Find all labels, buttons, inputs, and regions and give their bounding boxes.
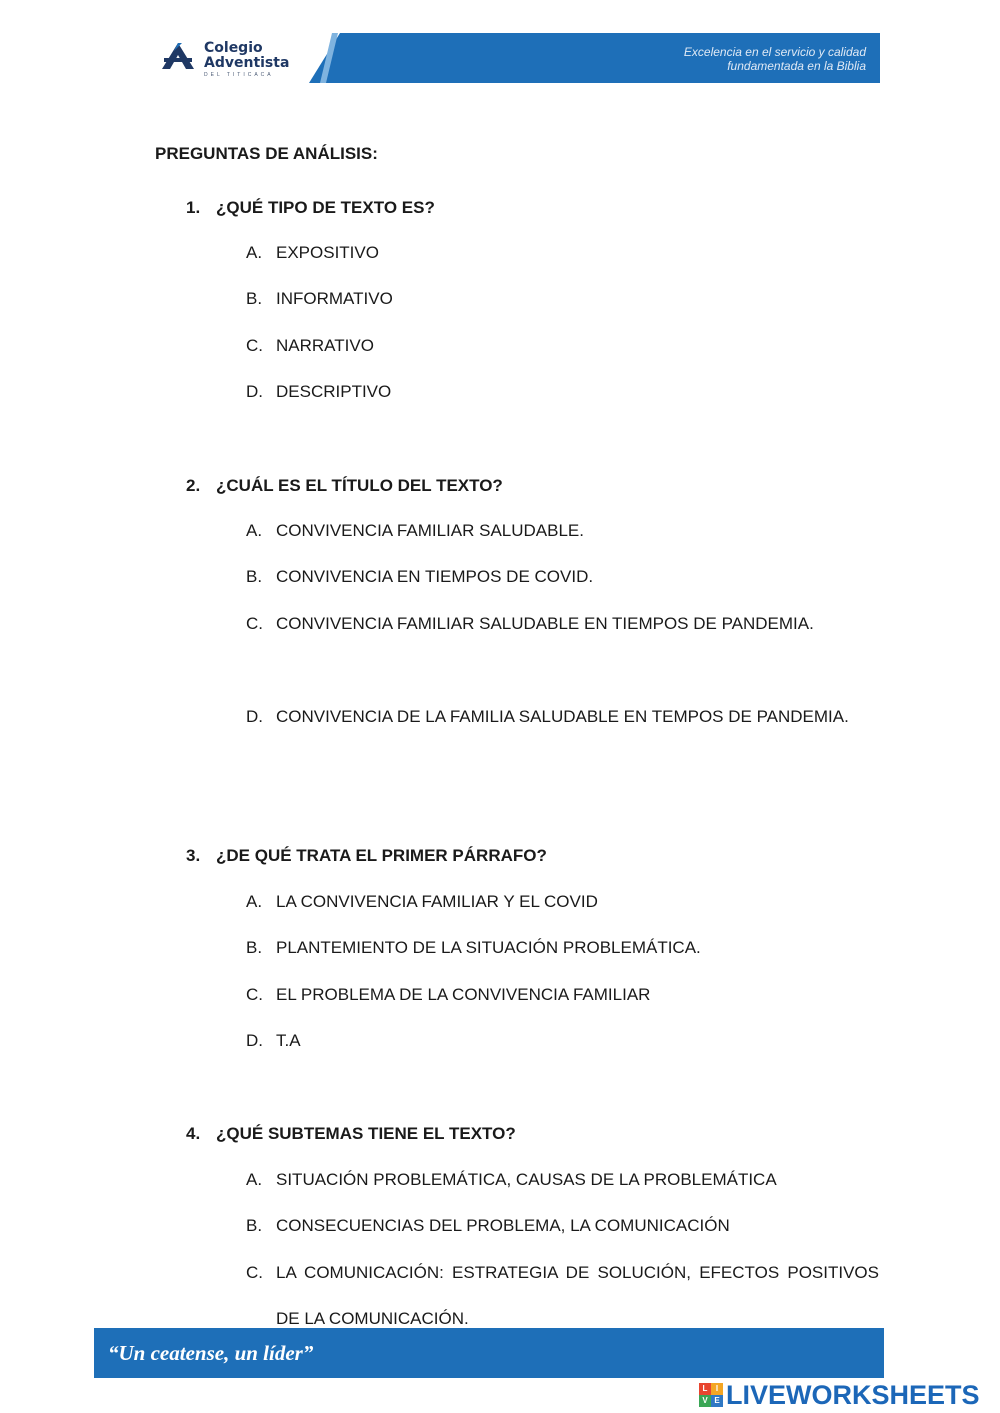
option-letter: A.	[246, 892, 263, 911]
option-letter: D.	[246, 707, 263, 726]
option-text: EXPOSITIVO	[276, 243, 379, 262]
option-4b	[246, 1203, 879, 1249]
liveworksheets-logo-icon	[699, 1383, 723, 1407]
section-title: PREGUNTAS DE ANÁLISIS:	[155, 144, 378, 163]
option-2d	[246, 694, 879, 740]
option-3a	[246, 879, 879, 925]
option-text: CONVIVENCIA FAMILIAR SALUDABLE.	[276, 521, 584, 540]
option-3c	[246, 972, 879, 1018]
option-letter: D.	[246, 382, 263, 401]
logo-cell-e: E	[711, 1395, 723, 1407]
school-logo-icon	[160, 41, 196, 71]
option-3d	[246, 1018, 879, 1064]
liveworksheets-watermark	[699, 1378, 980, 1412]
option-text: LA COMUNICACIÓN: ESTRATEGIA DE SOLUCIÓN, EFECTOS POSITIVOS DE LA COMUNICACIÓN.	[276, 1263, 879, 1328]
tagline-line1: Excelencia en el servicio y calidad	[683, 45, 866, 59]
option-letter: A.	[246, 521, 263, 540]
question-number: 1.	[186, 198, 201, 217]
question-number: 4.	[186, 1124, 201, 1143]
option-text: INFORMATIVO	[276, 289, 393, 308]
footer-motto: “Un ceatense, un líder”	[108, 1341, 314, 1365]
option-letter: D.	[246, 1031, 263, 1050]
option-letter: B.	[246, 1216, 263, 1235]
option-2a	[246, 508, 879, 554]
option-text: NARRATIVO	[276, 336, 374, 355]
question-1	[186, 198, 435, 218]
school-name-line3: DEL TITICACA	[204, 72, 274, 78]
option-text: CONSECUENCIAS DEL PROBLEMA, LA COMUNICACIÓN	[276, 1216, 730, 1235]
header-tagline	[684, 45, 866, 73]
option-2c	[246, 601, 879, 647]
option-text: DESCRIPTIVO	[276, 382, 392, 401]
option-text: EL PROBLEMA DE LA CONVIVENCIA FAMILIAR	[276, 985, 651, 1004]
school-name-line1: Colegio	[204, 40, 263, 56]
option-text: PLANTEMIENTO DE LA SITUACIÓN PROBLEMÁTICA.	[276, 938, 701, 957]
option-letter: C.	[246, 1263, 263, 1282]
liveworksheets-text: LIVEWORKSHEETS	[726, 1379, 980, 1410]
logo-cell-v: V	[699, 1395, 711, 1407]
option-text: SITUACIÓN PROBLEMÁTICA, CAUSAS DE LA PROBLEMÁTICA	[276, 1170, 777, 1189]
logo-cell-l: L	[699, 1383, 711, 1395]
question-text: ¿DE QUÉ TRATA EL PRIMER PÁRRAFO?	[216, 846, 547, 865]
option-text: CONVIVENCIA DE LA FAMILIA SALUDABLE EN TEMPOS DE PANDEMIA.	[276, 707, 849, 726]
option-1d	[246, 369, 879, 415]
tagline-line2: fundamentada en la Biblia	[727, 59, 866, 73]
question-text: ¿QUÉ TIPO DE TEXTO ES?	[216, 198, 435, 217]
question-text: ¿CUÁL ES EL TÍTULO DEL TEXTO?	[216, 476, 503, 495]
question-number: 2.	[186, 476, 201, 495]
school-name	[204, 41, 289, 78]
option-letter: A.	[246, 1170, 263, 1189]
question-text: ¿QUÉ SUBTEMAS TIENE EL TEXTO?	[216, 1124, 516, 1143]
option-text: CONVIVENCIA EN TIEMPOS DE COVID.	[276, 567, 594, 586]
option-1b	[246, 276, 879, 322]
option-1c	[246, 323, 879, 369]
option-letter: B.	[246, 289, 263, 308]
question-number: 3.	[186, 846, 201, 865]
option-letter: B.	[246, 567, 263, 586]
question-2	[186, 476, 503, 496]
logo-cell-i: I	[711, 1383, 723, 1395]
option-text: LA CONVIVENCIA FAMILIAR Y EL COVID	[276, 892, 598, 911]
footer-banner	[94, 1328, 884, 1378]
question-4	[186, 1124, 516, 1144]
option-letter: A.	[246, 243, 263, 262]
option-letter: C.	[246, 614, 263, 633]
option-4a	[246, 1157, 879, 1203]
option-letter: C.	[246, 336, 263, 355]
question-3	[186, 846, 547, 866]
option-2b	[246, 554, 879, 600]
header-banner	[94, 33, 880, 83]
option-1a	[246, 230, 879, 276]
option-text: T.A	[276, 1031, 301, 1050]
option-3b	[246, 925, 879, 971]
option-letter: B.	[246, 938, 263, 957]
school-name-line2: Adventista	[204, 55, 290, 71]
option-text: CONVIVENCIA FAMILIAR SALUDABLE EN TIEMPOS DE PANDEMIA.	[276, 614, 814, 633]
option-letter: C.	[246, 985, 263, 1004]
